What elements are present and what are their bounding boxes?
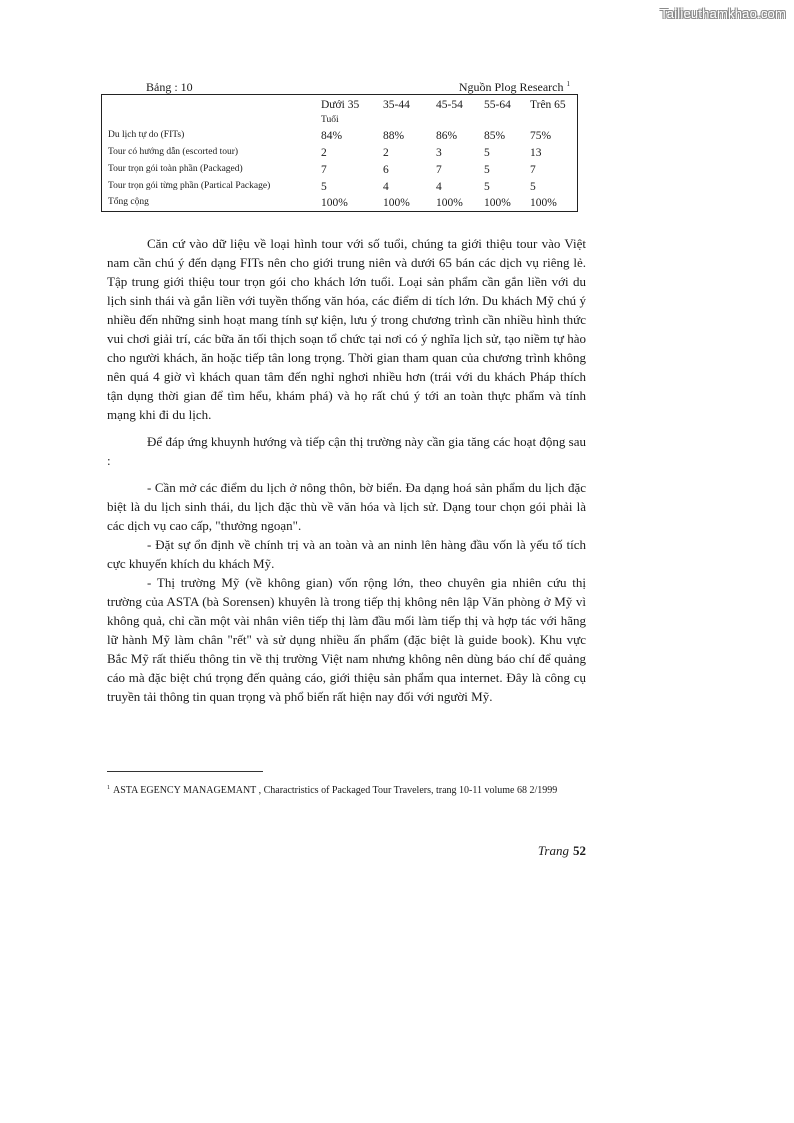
row-label: Tour có hướng dẫn (escorted tour) [108, 147, 239, 157]
table-cell: 2 [321, 147, 327, 159]
table-cell: 86% [436, 130, 458, 142]
paragraph: Để đáp ứng khuynh hướng và tiếp cận thị trường này cần gia tăng các hoạt động sau : [107, 434, 586, 468]
data-table [101, 94, 578, 212]
table-cell: 100% [484, 197, 511, 209]
row-label-total: Tổng cộng [108, 197, 149, 207]
table-cell: 100% [530, 197, 557, 209]
footnote-text: ASTA EGENCY MANAGEMANT , Charactristics of Packaged Tour Travelers, trang 10-11 volume 68 2/1999 [113, 785, 558, 796]
col-header-5: Trên 65 [530, 99, 566, 111]
bullet-paragraph: - Đặt sự ổn định về chính trị và an toàn và an ninh lên hàng đầu vốn là yếu tố tích cực khuyến khích du khách Mỹ. [107, 537, 586, 571]
table-number: Bảng : 10 [146, 80, 193, 94]
footnote-separator [107, 771, 263, 772]
col-header-1-sub: Tuổi [321, 115, 339, 125]
row-label: Tour trọn gói từng phần (Partical Package) [108, 181, 271, 191]
table-cell: 5 [321, 181, 327, 193]
row-label: Du lịch tự do (FITs) [108, 130, 185, 140]
bullet-paragraph: - Cần mở các điểm du lịch ở nông thôn, bờ biển. Đa dạng hoá sản phẩm du lịch đặc biệt là du lịch sinh thái, du lịch đặc thù về văn hóa và lịch sử. Dạng tour chọn gói phải là các dịch vụ cao cấp, "thưởng ngoạn". [107, 480, 586, 533]
table-cell: 100% [436, 197, 463, 209]
table-source-text: Nguồn Plog Research [458, 80, 564, 94]
table-cell: 84% [321, 130, 343, 142]
table-cell: 6 [383, 164, 389, 176]
footnote-mark: 1 [107, 785, 110, 791]
col-header-1: Dưới 35 [321, 99, 360, 111]
page-label: Trang [537, 843, 569, 858]
table-source-footnote-mark: 1 [566, 80, 570, 88]
footnote [107, 781, 587, 798]
table-cell: 2 [383, 147, 389, 159]
table-cell: 75% [530, 130, 552, 142]
page-number-value: 52 [573, 843, 586, 858]
watermark: Tailieuthamkhao.com [660, 6, 786, 21]
table-cell: 5 [484, 147, 490, 159]
col-header-3: 45-54 [436, 99, 463, 111]
table-cell: 3 [436, 147, 442, 159]
table-cell: 85% [484, 130, 506, 142]
table-cell: 100% [383, 197, 410, 209]
table-cell: 88% [383, 130, 405, 142]
page-number [538, 843, 586, 859]
table-cell: 13 [530, 147, 542, 159]
table-cell: 5 [484, 164, 490, 176]
paragraph: Căn cứ vào dữ liệu về loại hình tour với số tuổi, chúng ta giới thiệu tour vào Việt nam cần chú ý đến dạng FITs nên cho giới trung niên và dưới 65 bán các dịch vụ riêng lẻ. Tập trung giới thiệu tour trọn gói cho khách lớn tuổi. Loại sản phẩm cần gắn liền với du lịch sinh thái và gắn liền với tuyền thống văn hóa, các điểm di tích lớn. Du khách Mỹ chú ý nhiều đến những sinh hoạt mang tính sự kiện, lưu ý trong chương trình cần nhiều hình thức vui chơi giải trí, các bữa ăn tối thịch soạn tổ chức tại nơi có ý nghĩa lịch sử, tạo niềm tự hào cho người khách, ăn hoặc tiếp tân long trọng. Thời gian tham quan của chương trình không nên quá 4 giờ vì khách quan tâm đến nghỉ nghơi nhiều hơn (trái với du khách Pháp thích tận dụng thời gian để tìm hểu, khám phá) và họ rất chú ý tới an toàn thực phẩm và tính mạng khi đi du lịch. [107, 236, 586, 422]
table-cell: 7 [321, 164, 327, 176]
table-cell: 5 [530, 181, 536, 193]
table-cell: 7 [530, 164, 536, 176]
table-cell: 4 [383, 181, 389, 193]
table-cell: 7 [436, 164, 442, 176]
bullet-paragraph: - Thị trường Mỹ (về không gian) vốn rộng lớn, theo chuyên gia nhiên cứu thị trường của ASTA (bà Sorensen) khuyên là trong tiếp thị không nên lập Văn phòng ở Mỹ vì không quả, chỉ cần một vài nhân viên tiếp thị làm đầu mối làm tiếp thị và hợp tác với hãng lữ hành Mỹ làm chân "rết" và sử dụng nhiều ấn phẩm (đặc biệt là guide book). Khu vực Bắc Mỹ rất thiếu thông tin về thị trường Việt nam nhưng không nên dùng báo chí để quảng cáo mà đặc biệt chú trọng đến quảng cáo, giới thiệu sản phẩm qua internet. Đây là công cụ truyền tải thông tin quan trọng và phổ biến rất hiện nay đối với người Mỹ. [107, 575, 586, 704]
table-cell: 100% [321, 197, 348, 209]
table-cell: 4 [436, 181, 442, 193]
row-label: Tour trọn gói toàn phần (Packaged) [108, 164, 243, 174]
col-header-4: 55-64 [484, 99, 511, 111]
table-cell: 5 [484, 181, 490, 193]
table-source [459, 80, 570, 95]
body-text [107, 234, 586, 706]
col-header-2: 35-44 [383, 99, 410, 111]
